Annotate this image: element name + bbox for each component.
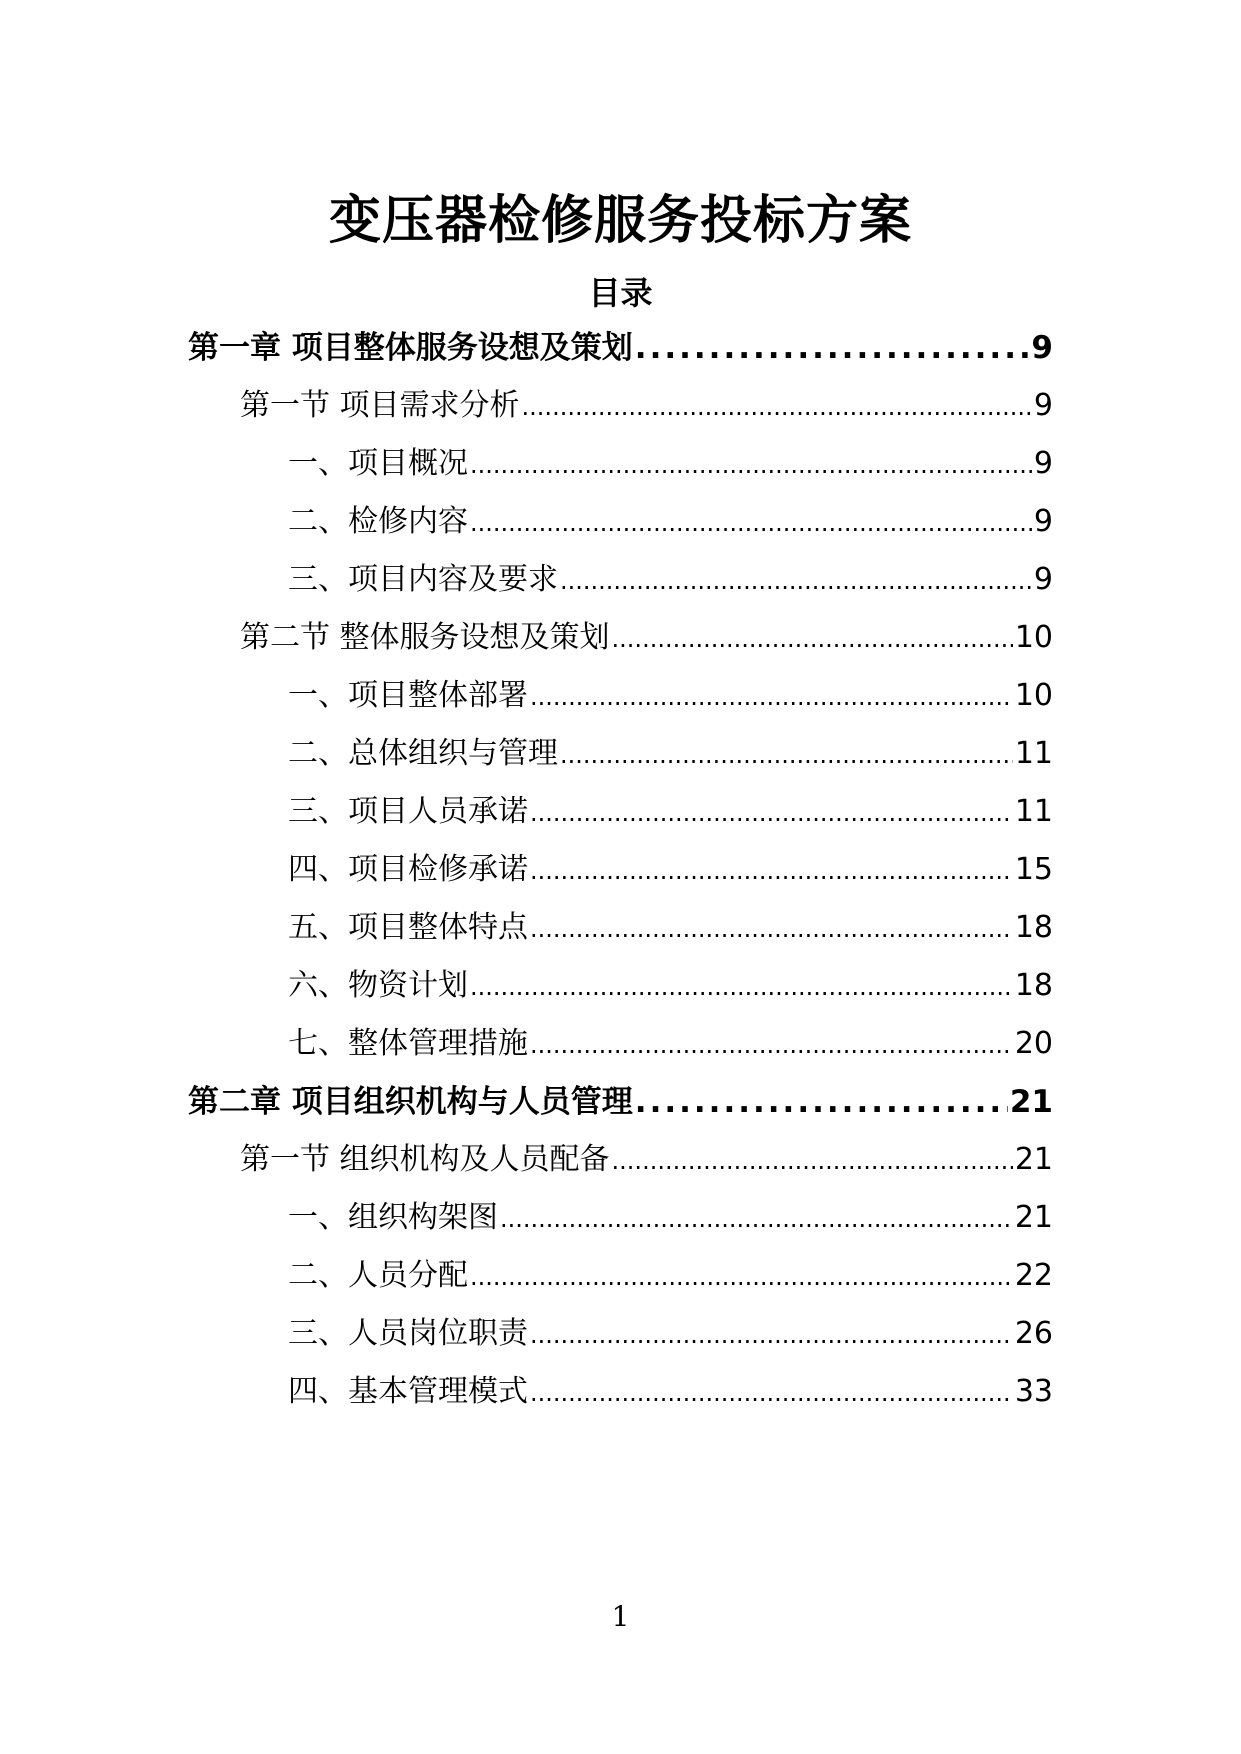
toc-entry-page: 11 [1014, 736, 1053, 771]
toc-entry-page: 15 [1014, 852, 1053, 887]
toc-entry-page: 22 [1014, 1258, 1053, 1293]
toc-entry-item[interactable] [288, 1250, 1053, 1294]
toc-entry-page: 20 [1014, 1026, 1053, 1061]
toc-entry-label: 五、项目整体特点 [288, 910, 528, 945]
toc-entry-page: 33 [1014, 1374, 1053, 1409]
toc-entry-page: 9 [1033, 562, 1053, 597]
toc-leader-dots [530, 915, 1013, 943]
toc-entry-label: 二、人员分配 [288, 1258, 468, 1293]
toc-entry-page: 10 [1014, 620, 1053, 655]
toc-entry-item[interactable] [288, 554, 1053, 598]
toc-entry-label: 七、整体管理措施 [288, 1026, 528, 1061]
toc-entry-label: 二、总体组织与管理 [288, 736, 558, 771]
document-title: 变压器检修服务投标方案 [328, 191, 912, 251]
toc-leader-dots [560, 567, 1032, 595]
toc-entry-page: 26 [1014, 1316, 1053, 1351]
toc-entry-label: 第一节 组织机构及人员配备 [240, 1142, 610, 1177]
toc-entry-label: 一、项目概况 [288, 446, 468, 481]
toc-leader-dots [522, 393, 1032, 421]
toc-entry-label: 三、项目内容及要求 [288, 562, 558, 597]
toc-leader-dots [635, 330, 1030, 366]
toc-leader-dots [530, 1031, 1013, 1059]
toc-entry-label: 三、人员岗位职责 [288, 1316, 528, 1351]
toc-entry-section[interactable] [240, 380, 1053, 424]
toc-leader-dots [612, 625, 1013, 653]
toc-entry-item[interactable] [288, 902, 1053, 946]
toc-entry-page: 18 [1014, 968, 1053, 1003]
toc-entry-page: 11 [1014, 794, 1053, 829]
toc-entry-page: 9 [1031, 330, 1053, 366]
toc-entry-item[interactable] [288, 786, 1053, 830]
toc-entry-item[interactable] [288, 670, 1053, 714]
toc-entry-label: 二、检修内容 [288, 504, 468, 539]
toc-entry-item[interactable] [288, 1192, 1053, 1236]
toc-entry-page: 21 [1014, 1200, 1053, 1235]
toc-leader-dots [612, 1147, 1013, 1175]
toc-leader-dots [470, 1263, 1013, 1291]
toc-leader-dots [530, 1321, 1013, 1349]
toc-entry-page: 21 [1009, 1084, 1053, 1120]
toc-entry-page: 21 [1014, 1142, 1053, 1177]
toc-leader-dots [560, 741, 1013, 769]
toc-entry-page: 18 [1014, 910, 1053, 945]
toc-entry-label: 第一节 项目需求分析 [240, 388, 520, 423]
toc-entry-label: 一、项目整体部署 [288, 678, 528, 713]
toc-entry-item[interactable] [288, 1308, 1053, 1352]
toc-entry-page: 10 [1014, 678, 1053, 713]
toc-entry-label: 第一章 项目整体服务设想及策划 [188, 330, 633, 366]
toc-entry-page: 9 [1033, 388, 1053, 423]
toc-entry-item[interactable] [288, 960, 1053, 1004]
toc-leader-dots [530, 683, 1013, 711]
toc-entry-item[interactable] [288, 728, 1053, 772]
toc-entry-label: 第二节 整体服务设想及策划 [240, 620, 610, 655]
toc-leader-dots [500, 1205, 1013, 1233]
toc-leader-dots [470, 451, 1032, 479]
toc-entry-item[interactable] [288, 1366, 1053, 1410]
toc-entry-chapter[interactable] [188, 1076, 1053, 1121]
toc-entry-chapter[interactable] [188, 322, 1053, 367]
toc-entry-section[interactable] [240, 612, 1053, 656]
toc-leader-dots [470, 509, 1032, 537]
toc-entry-label: 第二章 项目组织机构与人员管理 [188, 1084, 633, 1120]
toc-entry-item[interactable] [288, 496, 1053, 540]
page-number: 1 [611, 1600, 630, 1633]
toc-entry-label: 四、基本管理模式 [288, 1374, 528, 1409]
toc-leader-dots [530, 1379, 1013, 1407]
toc-entry-label: 六、物资计划 [288, 968, 468, 1003]
toc-entry-label: 三、项目人员承诺 [288, 794, 528, 829]
toc-leader-dots [530, 857, 1013, 885]
toc-heading: 目录 [588, 274, 653, 312]
toc-entry-item[interactable] [288, 438, 1053, 482]
toc-leader-dots [470, 973, 1013, 1001]
toc-entry-page: 9 [1033, 446, 1053, 481]
toc-entry-item[interactable] [288, 1018, 1053, 1062]
toc-entry-page: 9 [1033, 504, 1053, 539]
toc-leader-dots [530, 799, 1013, 827]
toc-entry-section[interactable] [240, 1134, 1053, 1178]
toc-entry-item[interactable] [288, 844, 1053, 888]
toc-entry-label: 四、项目检修承诺 [288, 852, 528, 887]
toc-entry-label: 一、组织构架图 [288, 1200, 498, 1235]
toc-leader-dots [635, 1084, 1008, 1120]
